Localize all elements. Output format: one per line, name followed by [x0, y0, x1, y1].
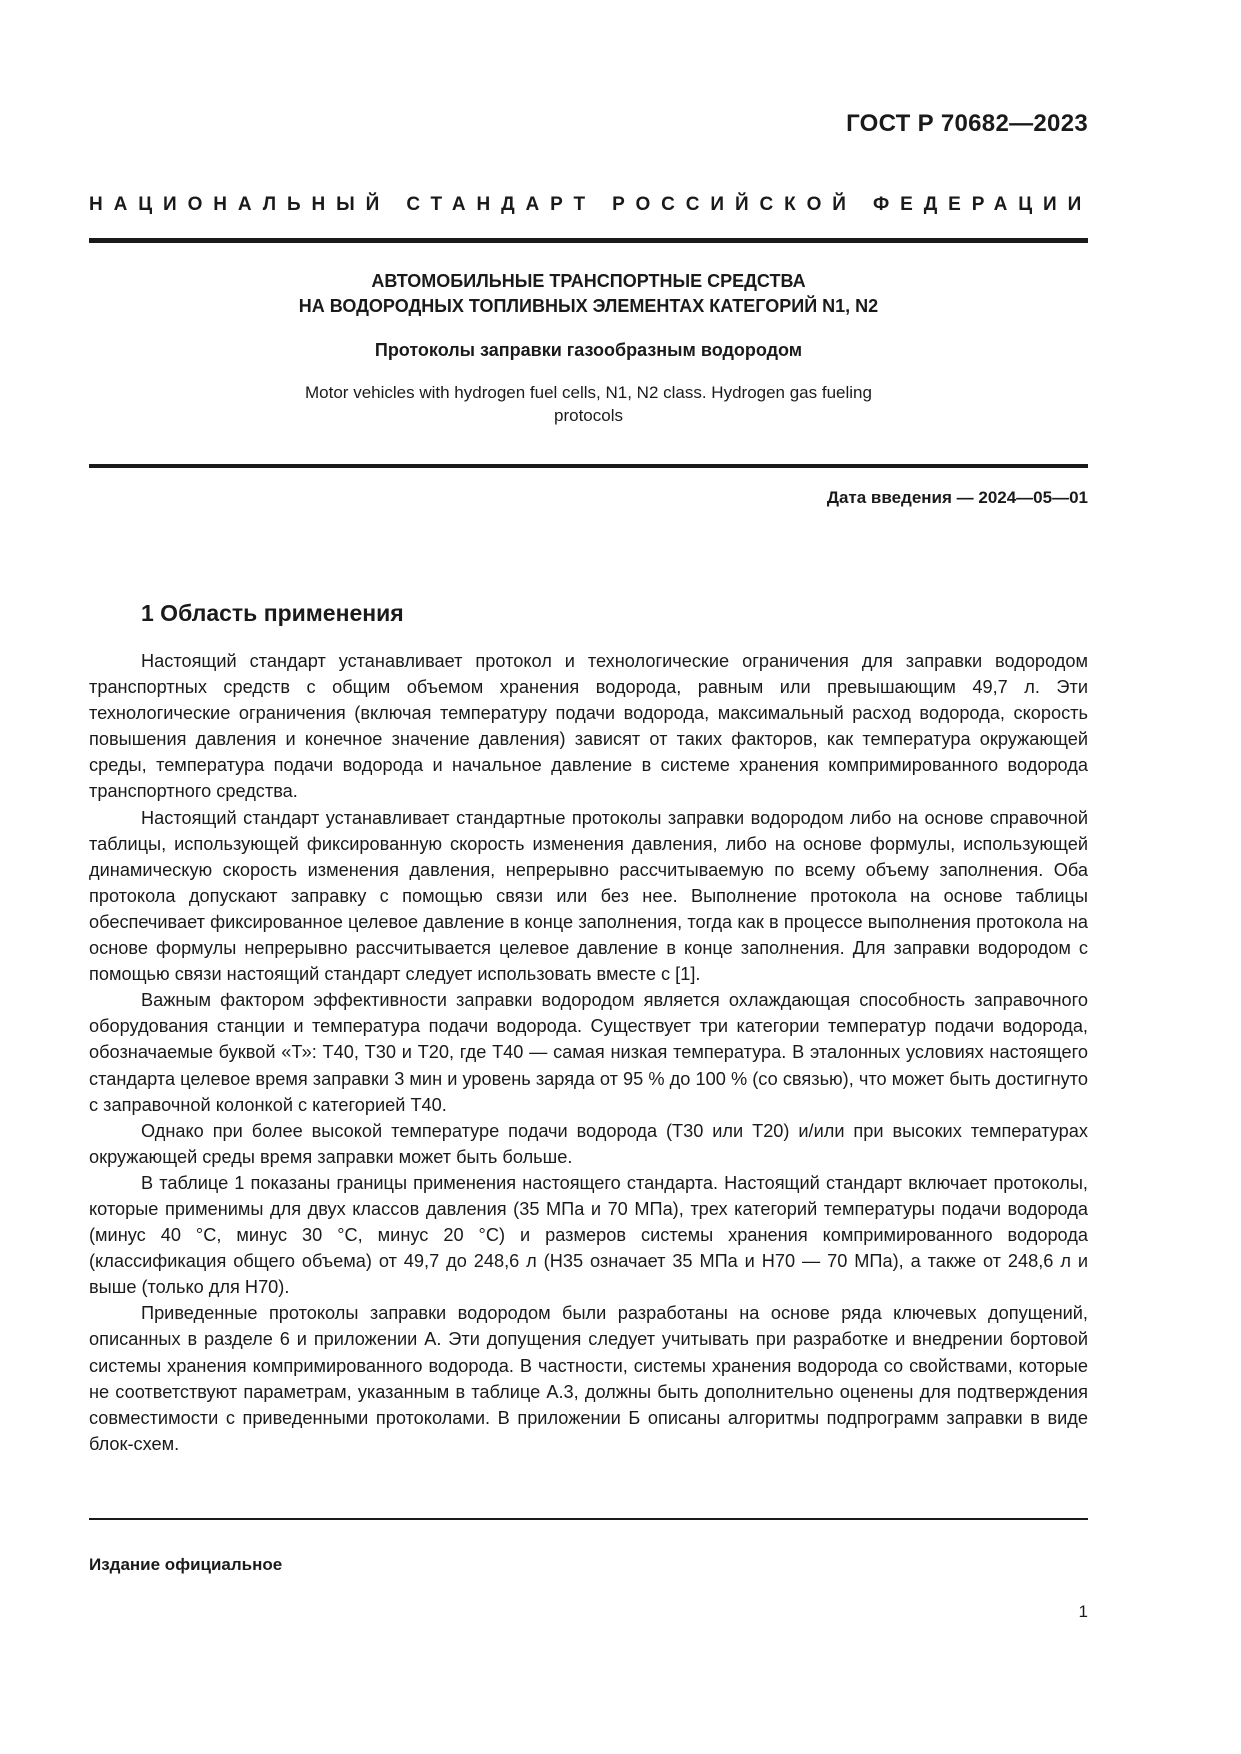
official-edition-label: Издание официальное [89, 1555, 283, 1574]
top-divider [89, 238, 1088, 243]
title-line-2: НА ВОДОРОДНЫХ ТОПЛИВНЫХ ЭЛЕМЕНТАХ КАТЕГОРИЙ N1, N2 [298, 296, 879, 316]
title-line-1: АВТОМОБИЛЬНЫЕ ТРАНСПОРТНЫЕ СРЕДСТВА [371, 271, 806, 291]
paragraph: Приведенные протоколы заправки водородом были разработаны на основе ряда ключевых допущений, описанных в разделе 6 и приложении А. Эти допущения следует учитывать при разработке и внедрении бортовой системы хранения компримированного водорода. В частности, системы хранения водорода со свойствами, которые не соответствуют параметрам, указанным в таблице А.3, должны быть дополнительно оценены для подтверждения совместимости с приведенными протоколами. В приложении Б описаны алгоритмы подпрограмм заправки в виде блок-схем. [89, 1303, 1088, 1454]
paragraph: Настоящий стандарт устанавливает стандартные протоколы заправки водородом либо на основе справочной таблицы, использующей фиксированную скорость изменения давления, либо на основе формулы, использующей динамическую скорость изменения давления, непрерывно рассчитываемую по всему объему заполнения. Оба протокола допускают заправку с помощью связи или без нее. Выполнение протокола на основе таблицы обеспечивает фиксированное целевое давление в конце заполнения, тогда как в процессе выполнения протокола на основе формулы непрерывно рассчитывается целевое давление в конце заполнения. Для заправки водородом с помощью связи настоящий стандарт следует использовать вместе с [1]. [89, 807, 1088, 985]
national-standard-banner: НАЦИОНАЛЬНЫЙ СТАНДАРТ РОССИЙСКОЙ ФЕДЕРАЦИИ [89, 194, 1093, 215]
paragraph: Однако при более высокой температуре подачи водорода (Т30 или Т20) и/или при высоких температурах окружающей среды время заправки может быть больше. [89, 1120, 1088, 1167]
title-block [89, 269, 1088, 427]
footer-divider [89, 1518, 1088, 1520]
title-divider [89, 464, 1088, 468]
paragraph: Важным фактором эффективности заправки водородом является охлаждающая способность заправочного оборудования станции и температура подачи водорода. Существует три категории температур подачи водорода, обозначаемые буквой «Т»: Т40, Т30 и Т20, где Т40 — самая низкая температура. В эталонных условиях настоящего стандарта целевое время заправки 3 мин и уровень заряда от 95 % до 100 % (со связью), что может быть достигнуто с заправочной колонкой с категорией Т40. [89, 990, 1088, 1115]
paragraph: В таблице 1 показаны границы применения настоящего стандарта. Настоящий стандарт включает протоколы, которые применимы для двух классов давления (35 МПа и 70 МПа), трех категорий температуры подачи водорода (минус 40 °С, минус 30 °С, минус 20 °С) и размеров системы хранения компримированного водорода (классификация общего объема) от 49,7 до 248,6 л (Н35 означает 35 МПа и Н70 — 70 МПа), а также от 248,6 л и выше (только для Н70). [89, 1172, 1088, 1298]
english-title: Motor vehicles with hydrogen fuel cells, N1, N2 class. Hydrogen gas fueling protocols [305, 383, 872, 425]
introduction-date: Дата введения — 2024—05—01 [826, 488, 1088, 507]
page-number: 1 [1078, 1602, 1088, 1621]
document-subtitle: Протоколы заправки газообразным водородом [374, 340, 803, 360]
section-heading: 1 Область применения [141, 600, 404, 626]
section-body [89, 648, 1088, 1457]
gost-number: ГОСТ Р 70682—2023 [846, 110, 1088, 137]
paragraph: Настоящий стандарт устанавливает протокол и технологические ограничения для заправки водородом транспортных средств с общим объемом хранения водорода, равным или превышающим 49,7 л. Эти технологические ограничения (включая температуру подачи водорода, максимальный расход водорода, скорость повышения давления и конечное значение давления) зависят от таких факторов, как температура окружающей среды, температура подачи водорода и начальное давление в системе хранения компримированного водорода транспортного средства. [89, 651, 1088, 802]
